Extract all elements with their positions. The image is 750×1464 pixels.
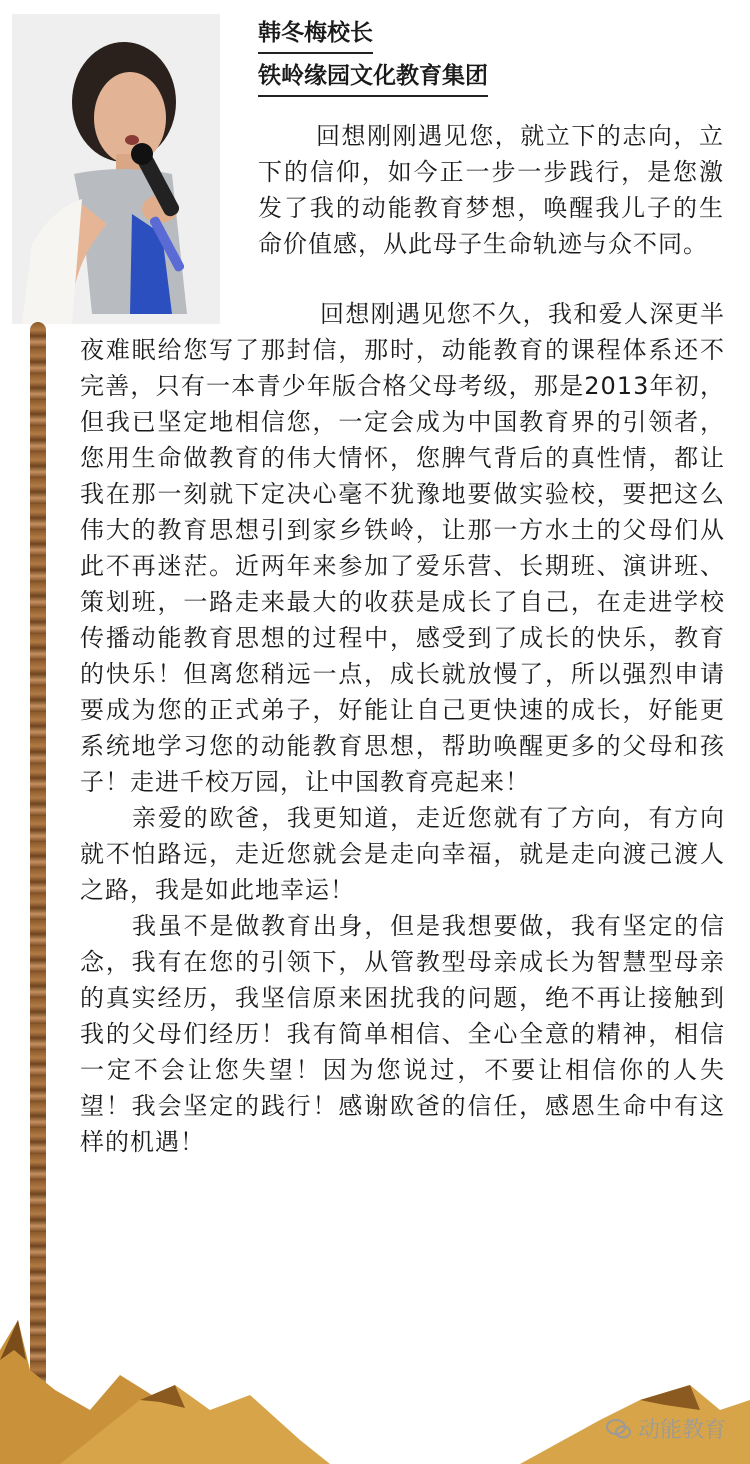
article-body-main [80, 296, 725, 1160]
paragraph-2: 回想刚遇见您不久，我和爱人深更半夜难眠给您写了那封信，那时，动能教育的课程体系还不完善，只有一本青少年版合格父母考级，那是2013年初，但我已坚定地相信您，一定会成为中国教育界的引领者，您用生命做教育的伟大情怀，您脾气背后的真性情，都让我在那一刻就下定决心毫不犹豫地要做实验校，要把这么伟大的教育思想引到家乡铁岭，让那一方水土的父母们从此不再迷茫。近两年来参加了爱乐营、长期班、演讲班、策划班，一路走来最大的收获是成长了自己，在走进学校传播动能教育思想的过程中，感受到了成长的快乐，教育的快乐！但离您稍远一点，成长就放慢了，所以强烈申请要成为您的正式弟子，好能让自己更快速的成长，好能更系统地学习您的动能教育思想，帮助唤醒更多的父母和孩子！走进千校万园，让中国教育亮起来！ [80, 300, 725, 796]
watermark-text: 动能教育 [637, 1418, 726, 1443]
speaker-portrait-illustration [12, 14, 220, 324]
paragraph-4: 我虽不是做教育出身，但是我想要做，我有坚定的信念，我有在您的引领下，从管教型母亲成长为智慧型母亲的真实经历，我坚信原来困扰我的问题，绝不再让接触到我的父母们经历！我有简单相信、全心全意的精神，相信一定不会让您失望！因为您说过，不要让相信你的人失望！我会坚定的践行！感谢欧爸的信任，感恩生命中有这样的机遇！ [80, 912, 725, 1156]
author-name: 韩冬梅校长 [258, 22, 373, 54]
author-organization: 铁岭缘园文化教育集团 [258, 65, 488, 97]
watermark [606, 1413, 726, 1444]
paragraph-1: 回想刚刚遇见您，就立下的志向，立下的信仰，如今正一步一步践行，是您激发了我的动能教育梦想，唤醒我儿子的生命价值感，从此母子生命轨迹与众不同。 [258, 122, 724, 258]
speaker-photo [12, 14, 220, 324]
wechat-icon [606, 1416, 632, 1442]
paragraph-3: 亲爱的欧爸，我更知道，走近您就有了方向，有方向就不怕路远，走近您就会是走向幸福，就是走向渡己渡人之路，我是如此地幸运！ [80, 804, 725, 904]
article-body-top [258, 118, 724, 262]
author-header [258, 22, 488, 108]
decorative-rope-divider [30, 322, 46, 1432]
